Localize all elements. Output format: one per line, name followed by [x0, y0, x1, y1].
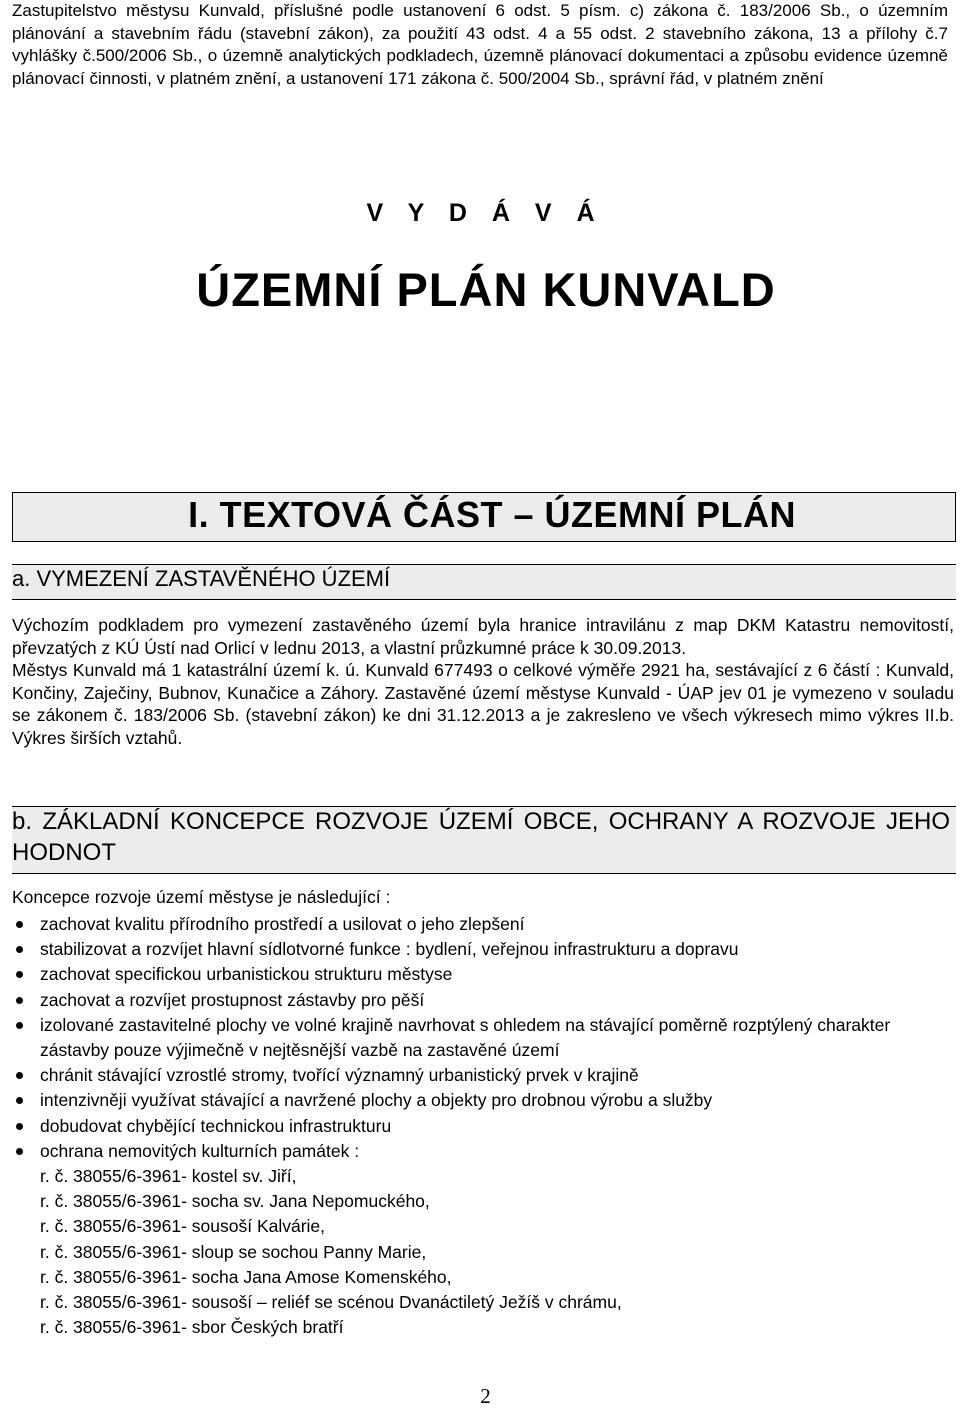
bullet-icon	[16, 1097, 23, 1104]
part-title: I. TEXTOVÁ ČÁST – ÚZEMNÍ PLÁN	[188, 494, 796, 535]
section-a-heading: a. VYMEZENÍ ZASTAVĚNÉHO ÚZEMÍ	[12, 566, 391, 591]
list-item-text: izolované zastavitelné plochy ve volné krajině navrhovat s ohledem na stávající poměrně rozptýlený charakter zástavby pouze výjimečně v nejtěsnější vazbě na zastavěné území	[40, 1014, 891, 1061]
bullet-icon	[16, 1072, 23, 1079]
monument-item: r. č. 38055/6-3961- sbor Českých bratří	[40, 1317, 344, 1338]
bullet-icon	[16, 946, 23, 953]
monument-item: r. č. 38055/6-3961- kostel sv. Jiří,	[40, 1166, 297, 1187]
bullet-icon	[16, 997, 23, 1004]
list-item	[12, 1114, 952, 1139]
bullet-icon	[16, 971, 23, 978]
list-item	[12, 1013, 952, 1063]
monument-item: r. č. 38055/6-3961- socha Jana Amose Komenského,	[40, 1266, 452, 1287]
list-item	[12, 988, 952, 1013]
issues-heading: V Y D Á V Á	[366, 199, 604, 227]
list-item	[12, 1139, 952, 1341]
list-item-text: zachovat specifickou urbanistickou strukturu městyse	[40, 964, 453, 985]
plan-title: ÚZEMNÍ PLÁN KUNVALD	[196, 263, 776, 316]
concept-list	[12, 912, 952, 1340]
list-item-text: dobudovat chybějící technickou infrastrukturu	[40, 1115, 392, 1136]
list-item	[12, 1088, 952, 1113]
list-item-text: ochrana nemovitých kulturních památek :	[40, 1140, 360, 1161]
section-a-paragraph	[12, 614, 954, 749]
monument-item: r. č. 38055/6-3961- socha sv. Jana Nepomuckého,	[40, 1191, 430, 1212]
list-item-text: chránit stávající vzrostlé stromy, tvořící významný urbanistický prvek v krajině	[40, 1065, 639, 1086]
list-item-text: zachovat kvalitu přírodního prostředí a usilovat o jeho zlepšení	[40, 914, 525, 934]
list-item	[12, 912, 952, 937]
monument-item: r. č. 38055/6-3961- sousoší Kalvárie,	[40, 1216, 326, 1237]
page-number: 2	[480, 1384, 491, 1408]
list-item-text: stabilizovat a rozvíjet hlavní sídlotvorné funkce : bydlení, veřejnou infrastrukturu a dopravu	[40, 939, 739, 960]
bullet-icon	[16, 1022, 23, 1029]
list-item	[12, 962, 952, 987]
bullet-icon	[16, 1148, 23, 1155]
list-item	[12, 937, 952, 962]
list-item	[12, 1063, 952, 1088]
section-b-heading: b. ZÁKLADNÍ KONCEPCE ROZVOJE ÚZEMÍ OBCE, OCHRANY A ROZVOJE JEHO HODNOT	[12, 808, 950, 866]
section-a-line: Městys Kunvald má 1 katastrální území k. ú. Kunvald 677493 o celkové výměře 2921 ha, sestávající z 6 částí : Kunvald, Končiny, Zaječiny, Bubnov, Kunačice a Záhory. Zastavěné území městyse Kunvald - ÚAP jev 01 je vymezeno v souladu se zákonem č. 183/2006 Sb. (stavební zákon) ke dni 31.12.2013 a je zakresleno ve všech výkresech mimo výkres II.b. Výkres širších vztahů.	[12, 660, 954, 748]
list-item-text: zachovat a rozvíjet prostupnost zástavby pro pěší	[40, 989, 425, 1010]
monument-item: r. č. 38055/6-3961- sousoší – reliéf se scénou Dvanáctiletý Ježíš v chrámu,	[40, 1292, 622, 1313]
monument-item: r. č. 38055/6-3961- sloup se sochou Panny Marie,	[40, 1241, 427, 1262]
list-item-text: intenzivněji využívat stávající a navržené plochy a objekty pro drobnou výrobu a služby	[40, 1090, 713, 1111]
intro-paragraph: Zastupitelstvo městysu Kunvald, příslušné podle ustanovení 6 odst. 5 písm. c) zákona č. 183/2006 Sb., o územním plánování a stavebním řádu (stavební zákon), za použití 43 odst. 4 a 55 odst. 2 stavebního zákona, 13 a přílohy č.7 vyhlášky č.500/2006 Sb., o územně analytických podkladech, územně plánovací dokumentaci a způsobu evidence územně plánovací činnosti, v platném znění, a ustanovení 171 zákona č. 500/2004 Sb., správní řád, v platném znění	[12, 1, 948, 88]
bullet-icon	[16, 921, 23, 928]
concept-title: Koncepce rozvoje území městyse je následující :	[12, 887, 391, 907]
bullet-icon	[16, 1123, 23, 1130]
section-a-line: Výchozím podkladem pro vymezení zastavěného území byla hranice intravilánu z map DKM Katastru nemovitostí, převzatých z KÚ Ústí nad Orlicí v lednu 2013, a vlastní průzkumné práce k 30.09.2013.	[12, 615, 954, 658]
